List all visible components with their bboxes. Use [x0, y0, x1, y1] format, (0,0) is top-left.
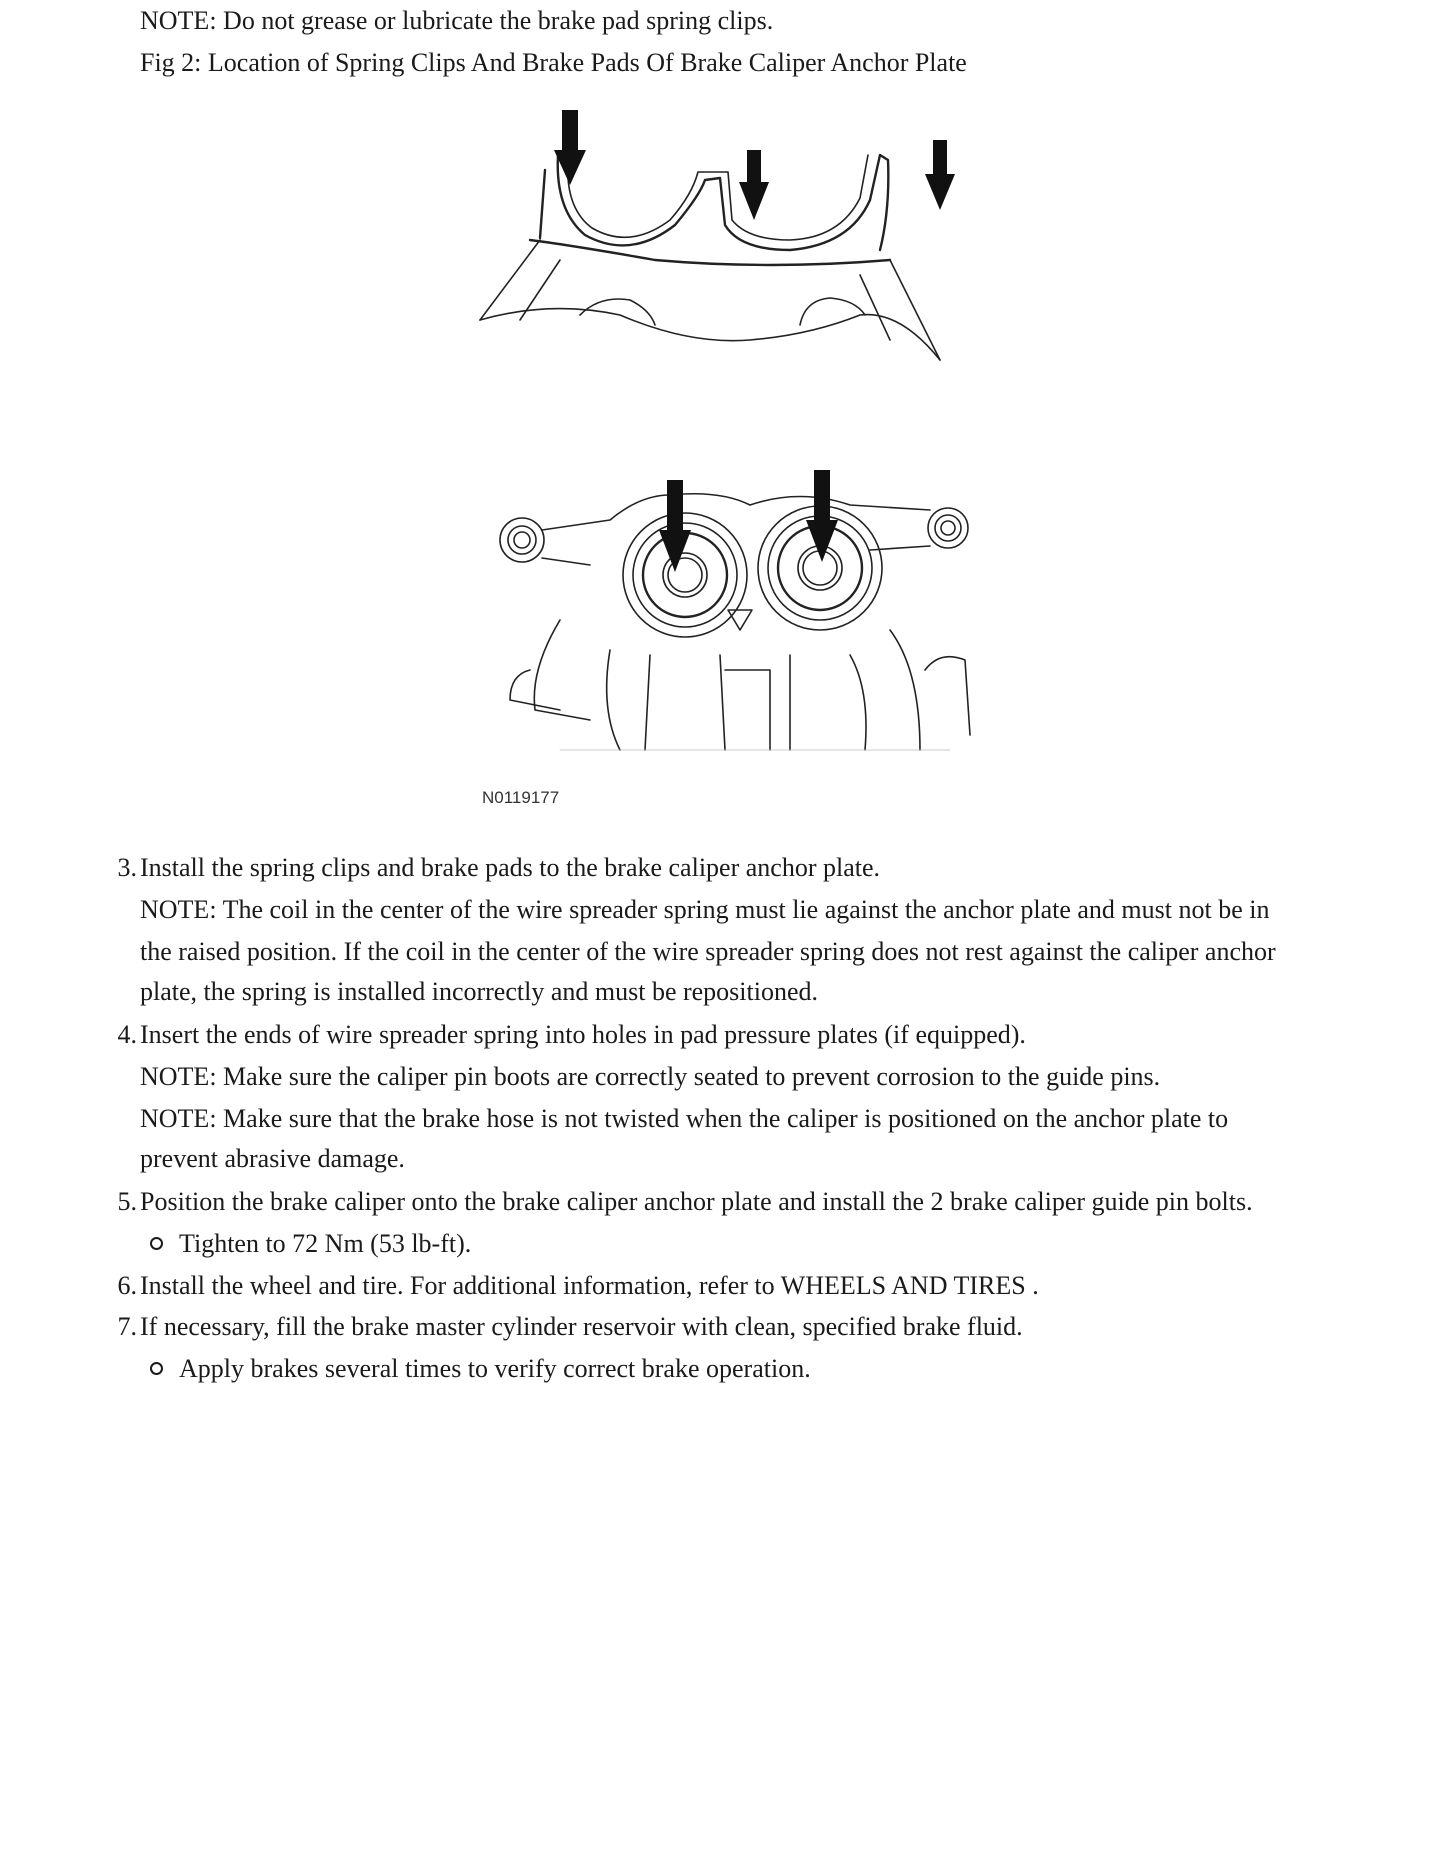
brake-caliper-illustration — [470, 110, 1030, 810]
step-text: If necessary, fill the brake master cylinder reservoir with clean, specified brake fluid. — [140, 1312, 1023, 1341]
step-note: NOTE: Make sure that the brake hose is not twisted when the caliper is positioned on the anchor plate to — [140, 1104, 1229, 1133]
step-text: Position the brake caliper onto the brake caliper anchor plate and install the 2 brake caliper guide pin bolts. — [140, 1187, 1253, 1216]
step-note: prevent abrasive damage. — [140, 1144, 405, 1173]
step-note: plate, the spring is installed incorrectly and must be repositioned. — [140, 977, 819, 1006]
step-number: 7. — [117, 1312, 137, 1341]
caliper-view — [500, 470, 970, 750]
step-number: 6. — [117, 1271, 137, 1300]
top-note: NOTE: Do not grease or lubricate the brake pad spring clips. — [140, 6, 774, 35]
step-number: 3. — [117, 853, 137, 882]
step-note: the raised position. If the coil in the center of the wire spreader spring does not rest against the caliper anchor — [140, 937, 1276, 966]
spring-clip-view — [480, 110, 955, 360]
bullet-marker — [150, 1362, 163, 1375]
step-note: NOTE: Make sure the caliper pin boots are correctly seated to prevent corrosion to the guide pins. — [140, 1062, 1161, 1091]
step-text: Install the spring clips and brake pads to the brake caliper anchor plate. — [140, 853, 881, 882]
step-bullet-text: Apply brakes several times to verify correct brake operation. — [179, 1354, 811, 1383]
step-number: 5. — [117, 1187, 137, 1216]
step-text: Install the wheel and tire. For additional information, refer to WHEELS AND TIRES . — [140, 1271, 1039, 1300]
step-number: 4. — [117, 1020, 137, 1049]
step-text: Insert the ends of wire spreader spring into holes in pad pressure plates (if equipped). — [140, 1020, 1026, 1049]
figure-caption: Fig 2: Location of Spring Clips And Brake Pads Of Brake Caliper Anchor Plate — [140, 48, 967, 77]
step-note: NOTE: The coil in the center of the wire spreader spring must lie against the anchor plate and must not be in — [140, 895, 1270, 924]
bullet-marker — [150, 1237, 163, 1250]
figure-code: N0119177 — [482, 788, 560, 807]
step-bullet-text: Tighten to 72 Nm (53 lb-ft). — [179, 1229, 472, 1258]
